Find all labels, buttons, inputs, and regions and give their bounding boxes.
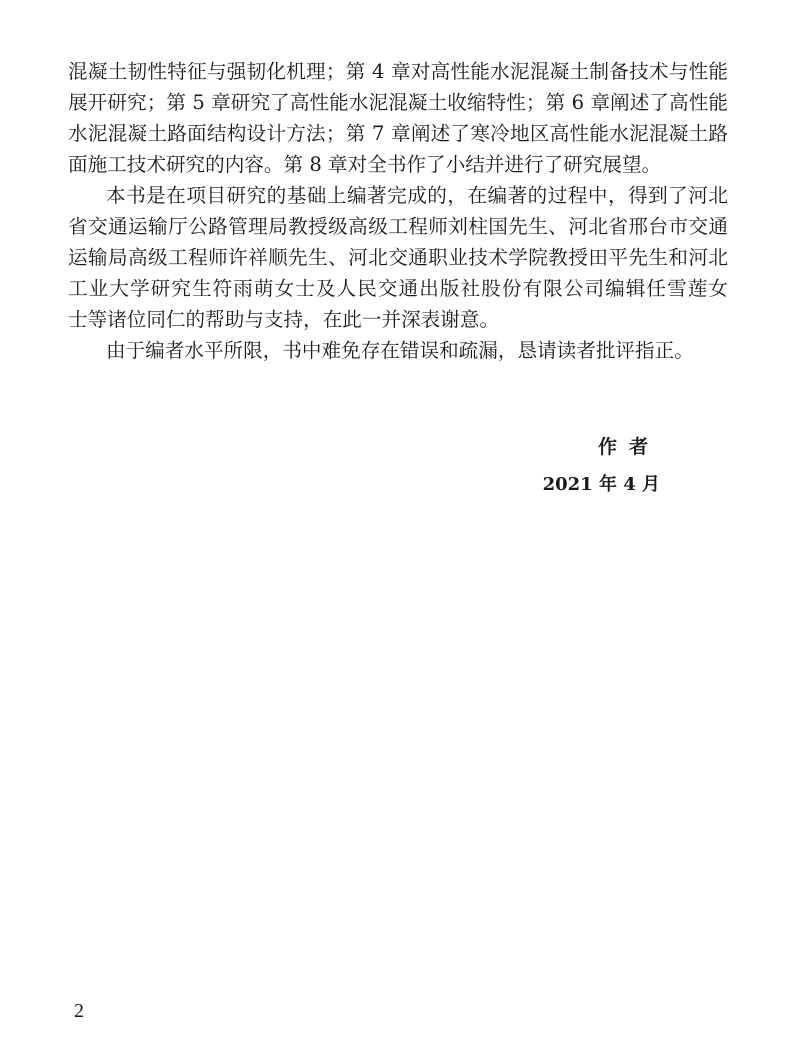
signature-date: 2021 年 4 月 bbox=[542, 474, 660, 495]
page-number: 2 bbox=[74, 1000, 84, 1022]
text-line: 工业大学研究生符雨萌女士及人民交通出版社股份有限公司编辑任雪莲女 bbox=[68, 277, 728, 300]
text-line: 运输局高级工程师许祥顺先生、河北交通职业技术学院教授田平先生和河北 bbox=[68, 246, 728, 269]
text-line: 水泥混凝土路面结构设计方法；第 7 章阐述了寒冷地区高性能水泥混凝土路 bbox=[68, 122, 728, 145]
text-line: 由于编者水平所限，书中难免存在错误和疏漏，恳请读者批评指正。 bbox=[106, 339, 694, 362]
text-line: 士等诸位同仁的帮助与支持，在此一并深表谢意。 bbox=[68, 308, 500, 331]
text-line: 省交通运输厅公路管理局教授级高级工程师刘柱国先生、河北省邢台市交通 bbox=[68, 215, 728, 238]
author-label: 作者 bbox=[597, 436, 660, 458]
text-line: 面施工技术研究的内容。第 8 章对全书作了小结并进行了研究展望。 bbox=[68, 153, 662, 176]
text-line: 展开研究；第 5 章研究了高性能水泥混凝土收缩特性；第 6 章阐述了高性能 bbox=[68, 91, 728, 114]
signature-block bbox=[543, 432, 660, 500]
text-line: 本书是在项目研究的基础上编著完成的，在编著的过程中，得到了河北 bbox=[106, 184, 728, 207]
body-text bbox=[68, 56, 728, 366]
text-line: 混凝土韧性特征与强韧化机理；第 4 章对高性能水泥混凝土制备技术与性能 bbox=[68, 60, 728, 83]
